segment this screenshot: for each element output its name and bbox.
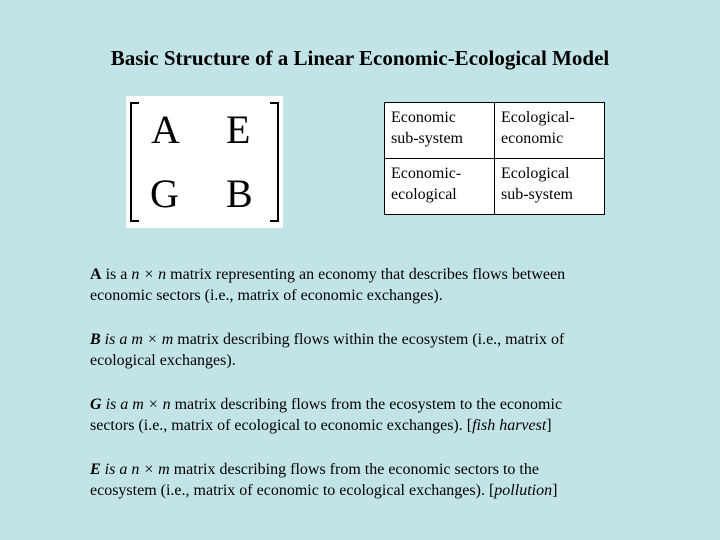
grid-text: Ecological bbox=[501, 165, 570, 182]
grid-text: ecological bbox=[391, 186, 457, 203]
slide-title: Basic Structure of a Linear Economic-Ecological Model bbox=[110, 46, 610, 70]
text: economic sectors (i.e., matrix of economic exchanges). bbox=[90, 287, 443, 304]
grid-text: sub-system bbox=[501, 186, 573, 203]
text: is a bbox=[100, 461, 132, 478]
matrix-left-bracket bbox=[130, 102, 139, 222]
grid-text: Ecological- bbox=[501, 109, 575, 126]
text: ecological exchanges). bbox=[90, 352, 236, 369]
symbol: B bbox=[90, 331, 101, 348]
text: is a bbox=[101, 266, 132, 283]
subsystem-grid bbox=[384, 102, 605, 215]
grid-cell-ecological-subsystem bbox=[495, 159, 605, 215]
definition-b bbox=[90, 329, 638, 371]
grid-text: Economic- bbox=[391, 165, 462, 182]
symbol: A bbox=[90, 266, 102, 283]
text: ecosystem (i.e., matrix of economic to ecological exchanges). [ bbox=[90, 482, 495, 499]
grid-text: economic bbox=[501, 130, 564, 147]
grid-text: sub-system bbox=[391, 130, 463, 147]
note: pollution bbox=[494, 482, 553, 499]
dimensions: n × n bbox=[131, 266, 167, 283]
dimensions: m × n bbox=[132, 396, 171, 413]
matrix-cell-g: G bbox=[150, 171, 179, 216]
dimensions: m × m bbox=[131, 331, 174, 348]
grid-cell-economic-subsystem bbox=[385, 103, 495, 159]
text: matrix describing flows from the ecosystem to the economic bbox=[170, 396, 563, 413]
text: matrix representing an economy that describes flows between bbox=[166, 266, 566, 283]
definition-a bbox=[90, 264, 638, 306]
definition-e bbox=[90, 459, 638, 501]
matrix-cell-a: A bbox=[151, 107, 180, 152]
symbol: E bbox=[90, 461, 101, 478]
dimensions: n × m bbox=[131, 461, 170, 478]
symbol: G bbox=[90, 396, 102, 413]
text: is a bbox=[101, 396, 133, 413]
matrix-right-bracket bbox=[270, 102, 279, 222]
text: is a bbox=[100, 331, 132, 348]
grid-cell-economic-ecological bbox=[385, 159, 495, 215]
grid-cell-ecological-economic bbox=[495, 103, 605, 159]
block-matrix bbox=[126, 96, 283, 228]
text: ] bbox=[546, 417, 552, 434]
matrix-cell-b: B bbox=[226, 171, 253, 216]
definition-g bbox=[90, 394, 638, 436]
matrix-cell-e: E bbox=[226, 107, 251, 152]
text: sectors (i.e., matrix of ecological to economic exchanges). [ bbox=[90, 417, 473, 434]
text: matrix describing flows from the economic sectors to the bbox=[169, 461, 539, 478]
text: ] bbox=[552, 482, 558, 499]
note: fish harvest bbox=[472, 417, 547, 434]
text: matrix describing flows within the ecosystem (i.e., matrix of bbox=[173, 331, 565, 348]
grid-text: Economic bbox=[391, 109, 456, 126]
